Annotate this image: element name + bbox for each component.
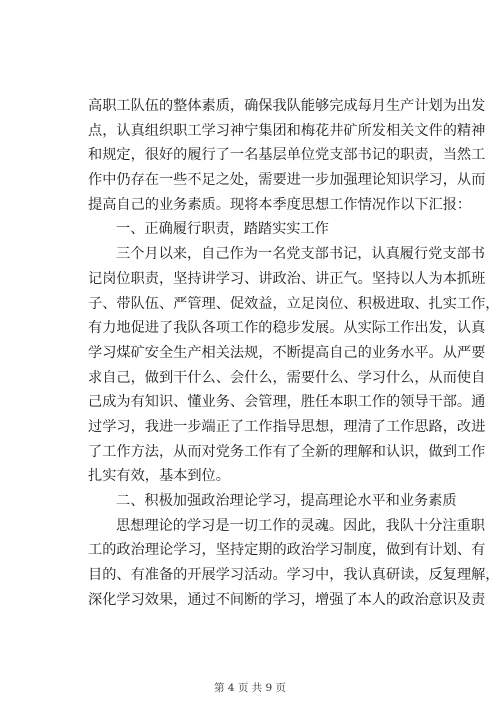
text-line: 扎实有效，基本到位。: [88, 468, 230, 485]
text-line: 和规定，很好的履行了一名基层单位党支部书记的职责，当然工: [88, 147, 486, 164]
text-line: 学习煤矿安全生产相关法规，不断提高自己的业务水平。从严要: [88, 344, 486, 361]
document-body: [88, 94, 500, 612]
text-line: 求自己，做到干什么、会什么，需要什么、学习什么，从而使自: [88, 369, 486, 386]
section-heading: 一、正确履行职责，踏踏实实工作: [116, 221, 329, 238]
text-line: 子、带队伍、严管理、促效益，立足岗位、积极进取、扎实工作，: [88, 295, 500, 312]
text-line: 了工作方法，从而对党务工作有了全新的理解和认识，做到工作: [88, 443, 486, 460]
text-line: 深化学习效果，通过不间断的学习，增强了本人的政治意识及责: [88, 591, 486, 608]
text-line: 有力地促进了我队各项工作的稳步发展。从实际工作出发，认真: [88, 320, 486, 337]
text-line: 目的、有准备的开展学习活动。学习中，我认真研读，反复理解，: [88, 567, 500, 584]
text-line: 提高自己的业务素质。现将本季度思想工作情况作以下汇报：: [88, 196, 472, 213]
text-line: 三个月以来，自己作为一名党支部书记，认真履行党支部书: [116, 246, 485, 263]
text-line: 思想理论的学习是一切工作的灵魂。因此，我队十分注重职: [116, 517, 485, 534]
text-line: 记岗位职责，坚持讲学习、讲政治、讲正气。坚持以人为本抓班: [88, 270, 486, 287]
text-line: 己成为有知识、懂业务、会管理，胜任本职工作的领导干部。通: [88, 394, 486, 411]
text-line: 点，认真组织职工学习神宁集团和梅花井矿所发相关文件的精神: [88, 122, 486, 139]
text-line: 作中仍存在一些不足之处，需要进一步加强理论知识学习，从而: [88, 172, 486, 189]
page-number: 第 4 页 共 9 页: [213, 682, 287, 694]
text-line: 过学习，我进一步端正了工作指导思想，理清了工作思路，改进: [88, 418, 486, 435]
text-line: 工的政治理论学习，坚持定期的政治学习制度，做到有计划、有: [88, 542, 486, 559]
text-line: 高职工队伍的整体素质，确保我队能够完成每月生产计划为出发: [88, 98, 486, 114]
section-heading: 二、积极加强政治理论学习，提高理论水平和业务素质: [116, 493, 457, 509]
